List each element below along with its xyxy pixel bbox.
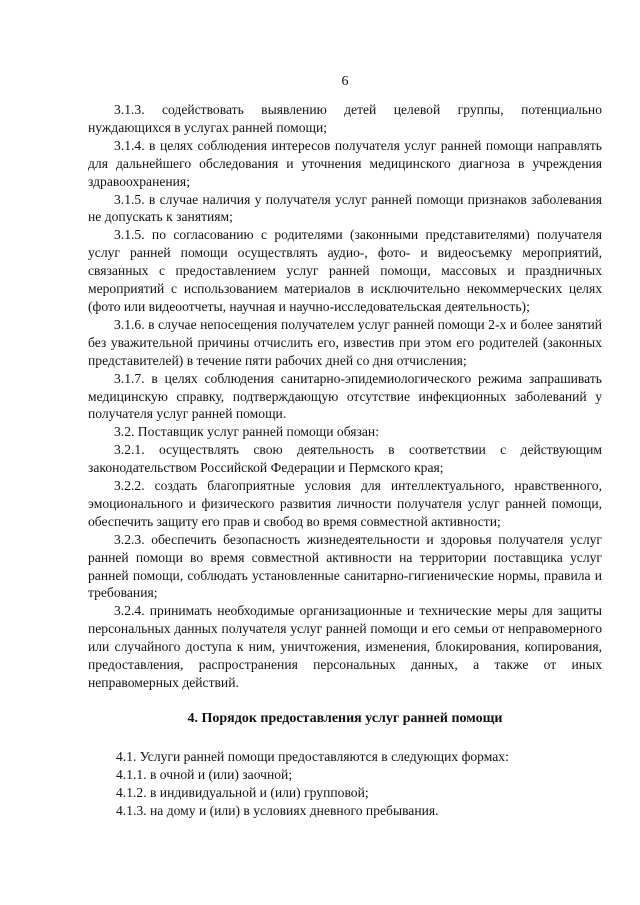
paragraph-3-1-6: 3.1.6. в случае непосещения получателем услуг ранней помощи 2-х и более занятий без уважительной причины отчислить его, известив при этом его родителей (законных представителей) в течение пяти рабочих дней со дня отчисления;: [88, 316, 602, 368]
page-number: 6: [341, 74, 349, 89]
paragraph-3-2-2: 3.2.2. создать благоприятные условия для интеллектуального, нравственного, эмоционального и физического развития личности получателя услуг ранней помощи, обеспечить защиту его прав и свобод во время совместной активности;: [88, 478, 602, 529]
paragraph-3-1-3: 3.1.3. содействовать выявлению детей целевой группы, потенциально нуждающихся в услугах ранней помощи;: [88, 102, 602, 135]
section-item-4-1-3: 4.1.3. на дому и (или) в условиях дневного пребывания.: [116, 802, 439, 818]
section-item-4-1-2: 4.1.2. в индивидуальной и (или) групповой;: [116, 784, 369, 800]
paragraph-3-2: 3.2. Поставщик услуг ранней помощи обязан:: [114, 424, 379, 440]
section-item-4-1-1: 4.1.1. в очной и (или) заочной;: [116, 766, 293, 782]
section-title: 4. Порядок предоставления услуг ранней помощи: [187, 710, 503, 726]
paragraph-3-1-4: 3.1.4. в целях соблюдения интересов получателя услуг ранней помощи направлять для дальнейшего обследования и уточнения медицинского диагноза в учреждения здравоохранения;: [88, 137, 602, 189]
section-item-4-1: 4.1. Услуги ранней помощи предоставляются в следующих формах:: [116, 748, 509, 764]
paragraph-3-1-5-a: 3.1.5. в случае наличия у получателя услуг ранней помощи признаков заболевания не допускать к занятиям;: [88, 191, 602, 225]
paragraph-3-2-3: 3.2.3. обеспечить безопасность жизнедеятельности и здоровья получателя услуг ранней помощи во время совместной активности на территории поставщика услуг ранней помощи, соблюдать установленные санитарно-гигиенические нормы, правила и требования;: [88, 531, 602, 601]
paragraph-3-1-7: 3.1.7. в целях соблюдения санитарно-эпидемиологического режима запрашивать медицинскую справку, подтверждающую отсутствие инфекционных заболеваний у получателя услуг ранней помощи.: [88, 370, 602, 422]
paragraph-3-1-5-b: 3.1.5. по согласованию с родителями (законными представителями) получателя услуг ранней помощи осуществлять аудио-, фото- и видеосъемку мероприятий, связанных с предоставлением услуг ранней помощи, массовых и праздничных мероприятий с использованием материалов в исключительно некоммерческих целях (фото или видеоотчеты, научная и научно-исследовательская деятельность);: [88, 227, 602, 314]
paragraph-3-2-4: 3.2.4. принимать необходимые организационные и технические меры для защиты персональных данных получателя услуг ранней помощи и его семьи от неправомерного или случайного доступа к ним, уничтожения, изменения, блокирования, копирования, предоставления, распространения персональных данных, а также от иных неправомерных действий.: [88, 603, 602, 690]
paragraph-3-2-1: 3.2.1. осуществлять свою деятельность в соответствии с действующим законодательством Российской Федерации и Пермского края;: [88, 442, 602, 476]
